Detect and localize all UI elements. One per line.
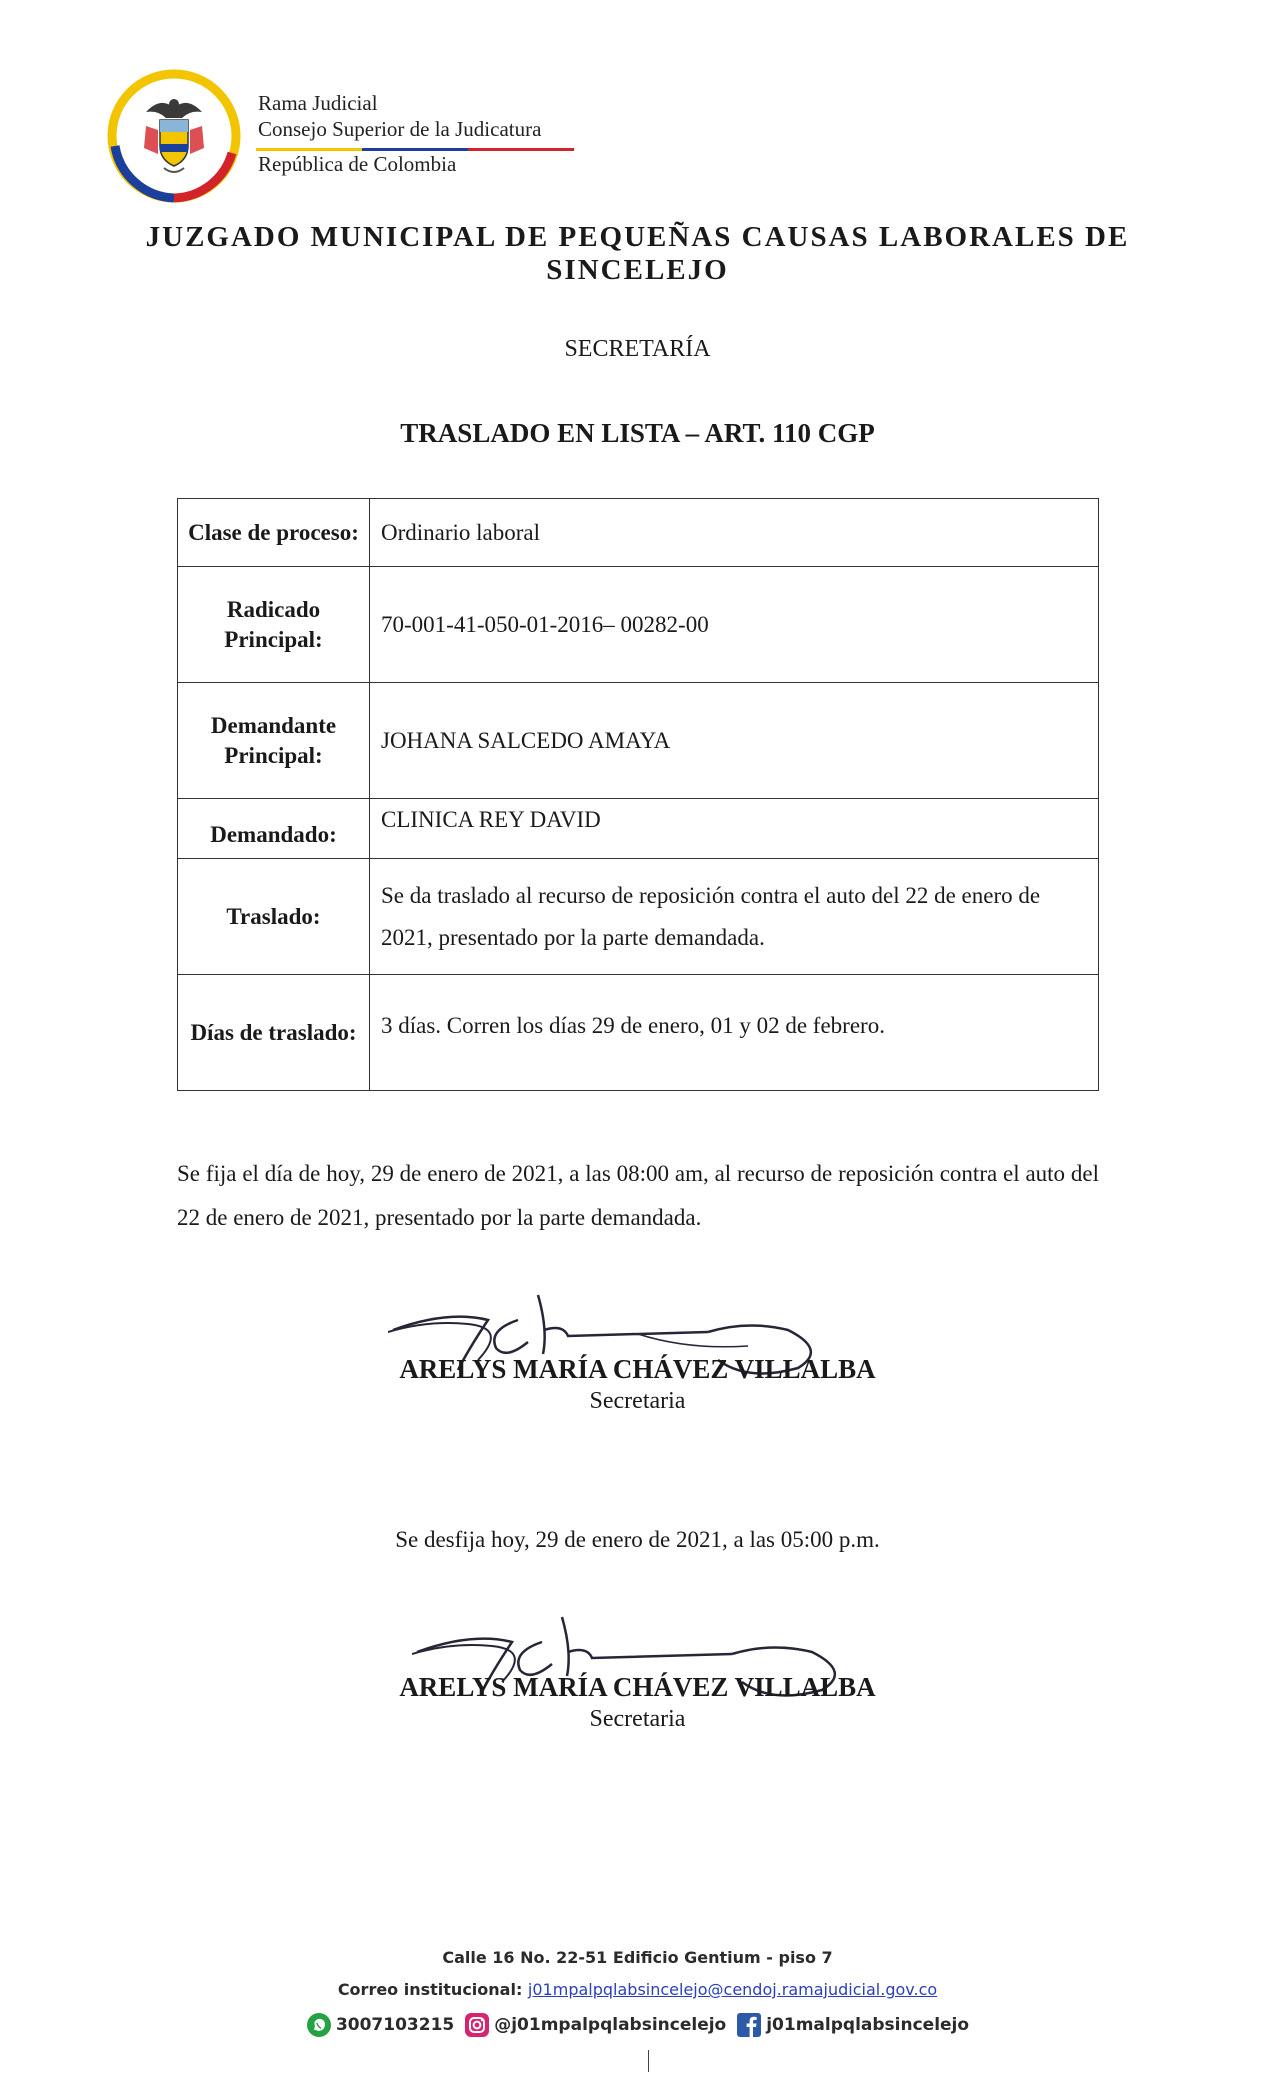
section-heading <box>0 336 1275 363</box>
row-label: Radicado Principal: <box>178 567 370 683</box>
facebook-contact[interactable] <box>736 2012 969 2038</box>
fix-paragraph: Se fija el día de hoy, 29 de enero de 2021, a las 08:00 am, al recurso de reposición contra el auto del 22 de enero de 2021, presentado por la parte demandada. <box>177 1161 1099 1230</box>
instagram-icon <box>464 2012 490 2038</box>
signer-name: ARELYS MARÍA CHÁVEZ VILLALBA <box>399 1354 876 1384</box>
whatsapp-contact[interactable] <box>306 2012 454 2038</box>
org-line-2: Consejo Superior de la Judicatura <box>258 117 542 141</box>
row-value: 70-001-41-050-01-2016– 00282-00 <box>370 567 1099 683</box>
row-label: Demandante Principal: <box>178 683 370 799</box>
signer-role: Secretaria <box>589 1706 686 1732</box>
row-value: 3 días. Corren los días 29 de enero, 01 y 02 de febrero. <box>370 975 1099 1091</box>
row-value: Se da traslado al recurso de reposición contra el auto del 22 de enero de 2021, presentado por la parte demandada. <box>370 859 1099 975</box>
facebook-handle: j01malpqlabsincelejo <box>766 2015 970 2035</box>
document-title: TRASLADO EN LISTA – ART. 110 CGP <box>400 418 875 448</box>
email-link[interactable]: j01mpalpqlabsincelejo@cendoj.ramajudicial.gov.co <box>527 1980 938 1999</box>
facebook-icon <box>736 2012 762 2038</box>
table-row <box>178 859 1099 975</box>
table-row <box>178 499 1099 567</box>
whatsapp-number: 3007103215 <box>335 2015 455 2035</box>
row-value: JOHANA SALCEDO AMAYA <box>370 683 1099 799</box>
row-label: Días de traslado: <box>178 975 370 1091</box>
footer-socials <box>0 2012 1275 2038</box>
signer-role: Secretaria <box>589 1388 686 1414</box>
case-info-table <box>177 498 1099 1091</box>
section-heading-text: SECRETARÍA <box>564 336 711 362</box>
flag-rule <box>256 148 574 151</box>
row-value: Ordinario laboral <box>370 499 1099 567</box>
table-row <box>178 799 1099 859</box>
footer-address: Calle 16 No. 22-51 Edificio Gentium - piso 7 <box>442 1948 833 1967</box>
unfix-paragraph: Se desfija hoy, 29 de enero de 2021, a las 05:00 p.m. <box>395 1527 880 1552</box>
whatsapp-icon <box>306 2012 332 2038</box>
text-cursor <box>648 2050 649 2072</box>
org-country: República de Colombia <box>258 152 457 176</box>
row-label: Demandado: <box>178 799 370 859</box>
instagram-handle: @j01mpalpqlabsincelejo <box>494 2015 727 2035</box>
instagram-contact[interactable] <box>464 2012 726 2038</box>
email-label: Correo institucional: <box>337 1980 523 1999</box>
row-value: CLINICA REY DAVID <box>370 799 1099 859</box>
table-row <box>178 975 1099 1091</box>
court-title: JUZGADO MUNICIPAL DE PEQUEÑAS CAUSAS LABORALES DE SINCELEJO <box>145 221 1130 286</box>
table-row <box>178 567 1099 683</box>
rama-judicial-logo <box>106 68 242 204</box>
row-label: Clase de proceso: <box>178 499 370 567</box>
footer-email <box>0 1980 1275 1999</box>
org-name <box>258 90 541 142</box>
row-label: Traslado: <box>178 859 370 975</box>
signer-name: ARELYS MARÍA CHÁVEZ VILLALBA <box>399 1672 876 1702</box>
table-row <box>178 683 1099 799</box>
org-line-1: Rama Judicial <box>258 91 378 115</box>
